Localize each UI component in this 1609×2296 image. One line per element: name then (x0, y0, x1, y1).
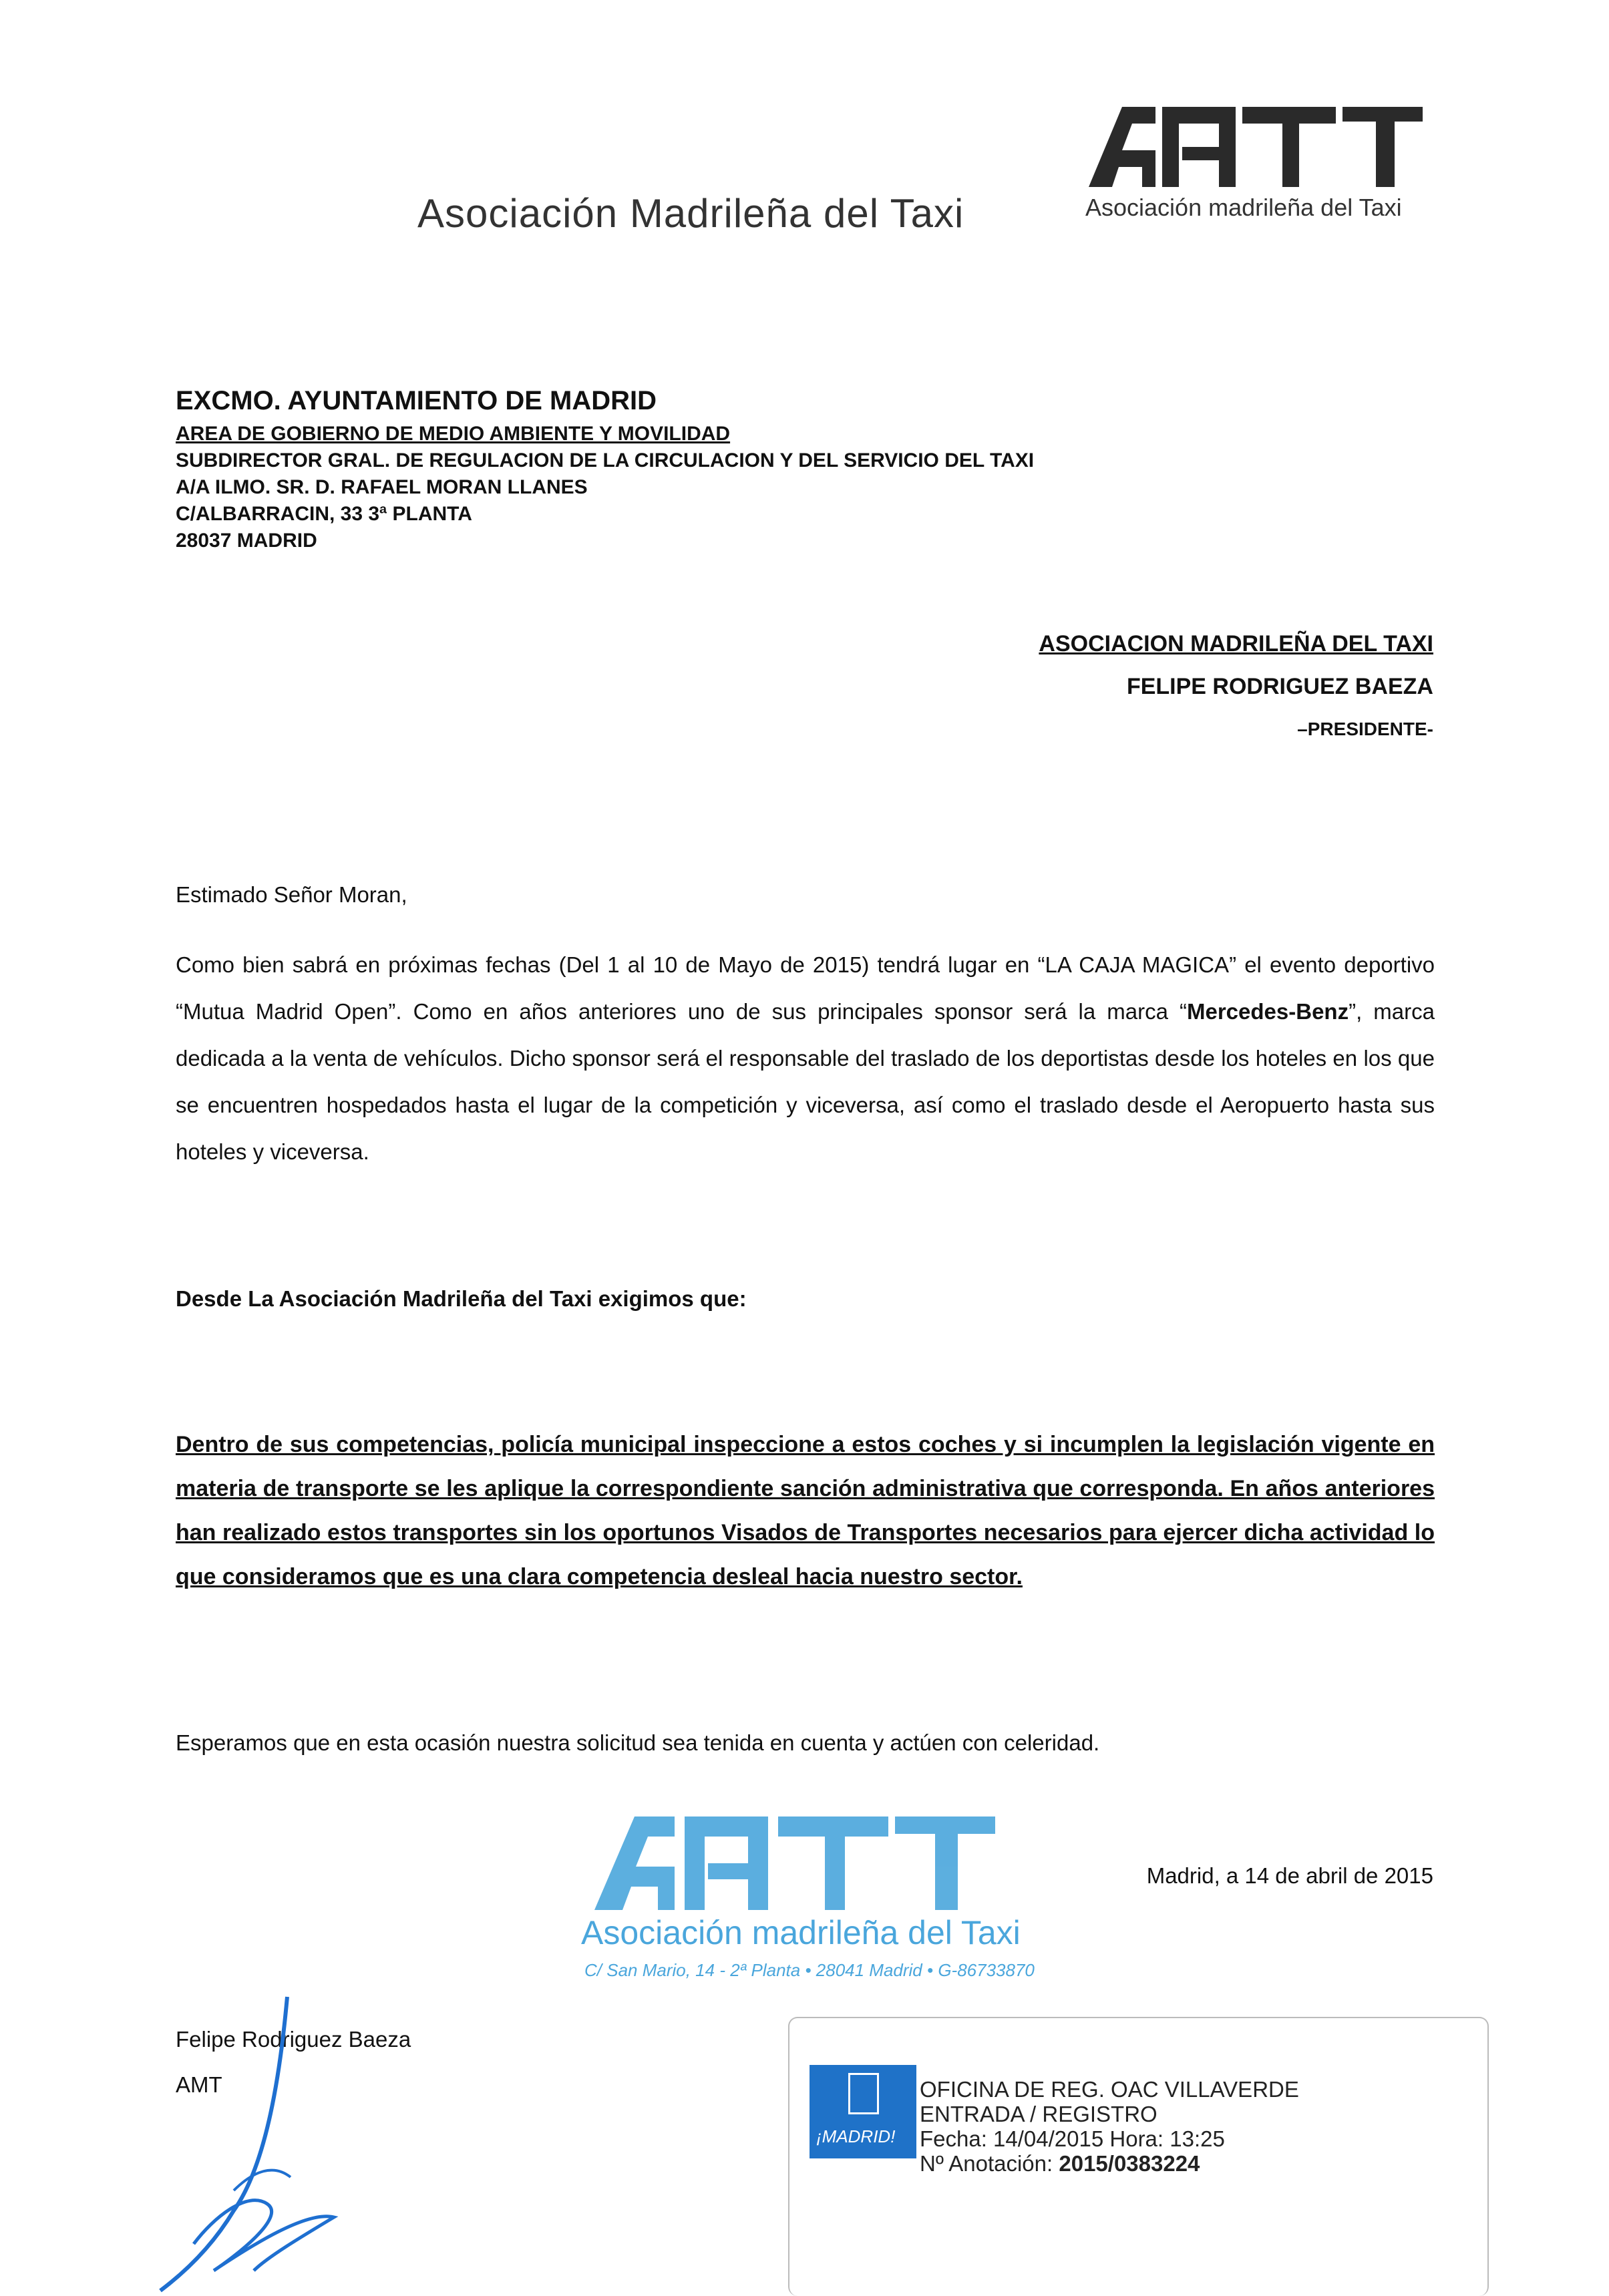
madrid-crest-icon (848, 2073, 879, 2114)
sender-role: –PRESIDENTE- (1297, 719, 1433, 739)
annotation-label: Nº Anotación: (920, 2151, 1059, 2176)
greeting: Estimado Señor Moran, (176, 882, 407, 907)
amt-logo-mark (1082, 85, 1429, 194)
madrid-logo-text: ¡MADRID! (816, 2126, 896, 2146)
letterhead-title: Asociación Madrileña del Taxi (417, 191, 964, 236)
registry-office: OFICINA DE REG. OAC VILLAVERDE (920, 2077, 1299, 2102)
signer-org: AMT (176, 2072, 222, 2097)
sender-block (1039, 622, 1433, 751)
association-stamp (574, 1794, 1035, 1990)
recipient-line-5: C/ALBARRACIN, 33 3ª PLANTA (176, 503, 472, 525)
stamp-logo-text: AMT (588, 1794, 610, 1806)
paragraph-event-part-2: ”, marca dedicada a la venta de vehículos. Dicho sponsor será el responsable del traslado de los deportistas desde los hoteles en los que se encuentren hospedados hasta el lugar de la competición y viceversa, así como el traslado desde el Aeropuerto hasta sus hoteles y viceversa. (176, 999, 1435, 1164)
recipient-line-2: AREA DE GOBIERNO DE MEDIO AMBIENTE Y MOVILIDAD (176, 423, 731, 445)
demand-intro: Desde La Asociación Madrileña del Taxi exigimos que: (176, 1286, 747, 1311)
madrid-logo (810, 2065, 916, 2158)
stamp-address: C/ San Mario, 14 - 2ª Planta • 28041 Madrid • G-86733870 (584, 1960, 1035, 1980)
recipient-line-1: EXCMO. AYUNTAMIENTO DE MADRID (176, 386, 657, 415)
amt-logo (1082, 85, 1429, 227)
closing-paragraph: Esperamos que en esta ocasión nuestra solicitud sea tenida en cuenta y actúen con celeridad. (176, 1730, 1100, 1755)
sender-name: FELIPE RODRIGUEZ BAEZA (1126, 674, 1433, 699)
amt-logo-text: AMT (1082, 85, 1105, 96)
letter-date: Madrid, a 14 de abril de 2015 (1146, 1863, 1433, 1888)
paragraph-event (176, 942, 1435, 1175)
recipient-line-6: 28037 MADRID (176, 530, 317, 552)
annotation-number: 2015/0383224 (1059, 2151, 1200, 2176)
recipient-address (176, 381, 1034, 554)
paragraph-event-part-1: Como bien sabrá en próximas fechas (Del 1 al 10 de Mayo de 2015) tendrá lugar en “LA CAJA MAGICA” el evento deportivo “Mutua Madrid Open”. Como en años anteriores uno de sus principales sponsor será la marca “ (176, 952, 1435, 1024)
stamp-logo-mark (588, 1794, 1015, 1917)
demand-paragraph: Dentro de sus competencias, policía municipal inspeccione a estos coches y si incumplen la legislación vigente en materia de transporte se les aplique la correspondiente sanción administrativa que corresponda. En años anteriores han realizado estos transportes sin los oportunos Visados de Transportes necesarios para ejercer dicha actividad lo que consideramos que es una clara competencia desleal hacia nuestro sector. (176, 1432, 1435, 1589)
sender-org: ASOCIACION MADRILEÑA DEL TAXI (1039, 631, 1433, 656)
stamp-caption: Asociación madrileña del Taxi (581, 1914, 1021, 1951)
logo-caption: Asociación madrileña del Taxi (1085, 194, 1402, 221)
recipient-line-3: SUBDIRECTOR GRAL. DE REGULACION DE LA CIRCULACION Y DEL SERVICIO DEL TAXI (176, 449, 1035, 471)
registry-text (920, 2077, 1299, 2176)
registry-stamp (788, 2017, 1489, 2296)
handwritten-signature (134, 1990, 387, 2295)
registry-date: Fecha: 14/04/2015 Hora: 13:25 (920, 2126, 1225, 2151)
recipient-line-4: A/A ILMO. SR. D. RAFAEL MORAN LLANES (176, 476, 588, 498)
registry-annotation (920, 2151, 1299, 2176)
signer-name: Felipe Rodriguez Baeza (176, 2027, 411, 2052)
registry-type: ENTRADA / REGISTRO (920, 2102, 1157, 2126)
brand-name: Mercedes-Benz (1187, 999, 1349, 1024)
